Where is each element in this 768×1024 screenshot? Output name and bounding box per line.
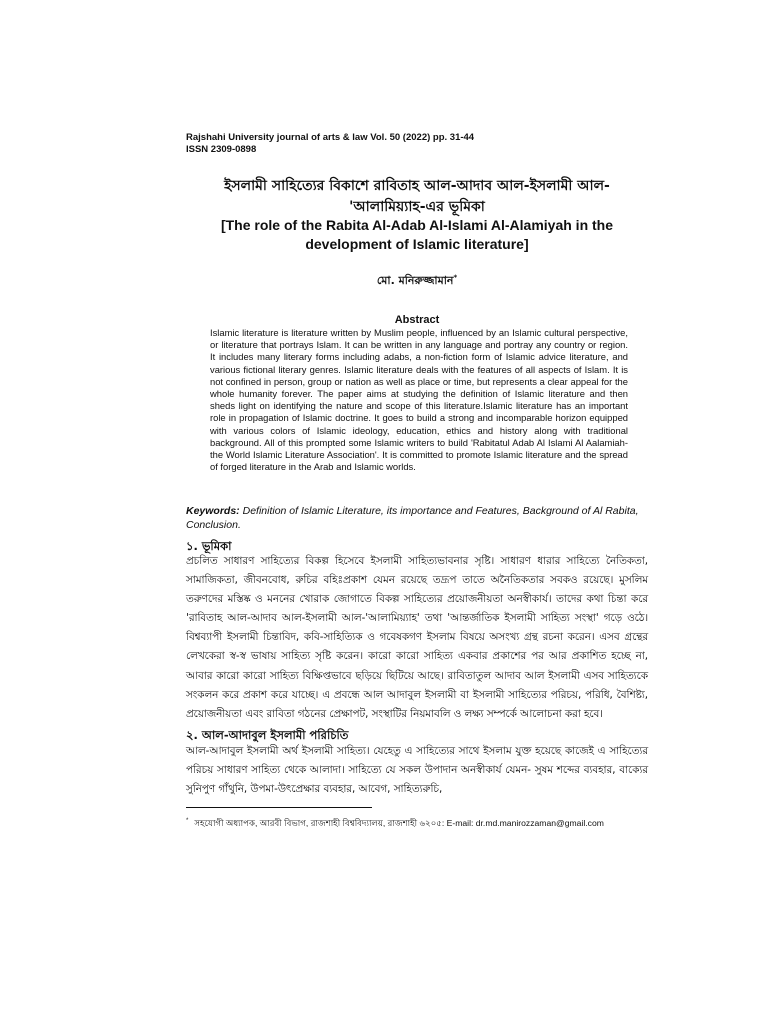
- keywords-label: Keywords:: [186, 505, 240, 517]
- keywords-text: Definition of Islamic Literature, its importance and Features, Background of Al Rabita, Conclusion.: [186, 505, 639, 531]
- footnote: [186, 815, 656, 829]
- footnote-mark: *: [186, 818, 189, 824]
- journal-issn: ISSN 2309-0898: [186, 144, 257, 155]
- abstract-heading: Abstract: [394, 314, 440, 326]
- section-2-heading: ২. আল-আদাবুল ইসলামী পরিচিতি: [186, 728, 349, 742]
- keywords: [186, 504, 648, 532]
- author-line: [186, 272, 648, 291]
- journal-header: [186, 132, 474, 156]
- journal-citation: Rajshahi University journal of arts & law Vol. 50 (2022) pp. 31-44: [186, 132, 475, 143]
- footnote-divider: [186, 807, 372, 808]
- section-2-paragraph: আল-আদাবুল ইসলামী অর্থ ইসলামী সাহিত্য। যেহেতু এ সাহিত্যের সাথে ইসলাম যুক্ত হয়েছে কাজেই এ সাহিত্যের পরিচয় সাধারণ সাহিত্য থেকে আলাদা। সাহিত্যে যে সকল উপাদান অনস্বীকার্য যেমন- সুষম শব্দের ব্যবহার, বাক্যের সুনিপুণ গাঁথুনি, উপমা-উৎপ্রেক্ষার ব্যবহার, আবেগ, সাহিত্যরুচি,: [186, 745, 648, 796]
- section-1-paragraph: প্রচলিত সাধারণ সাহিত্যের বিকল্প হিসেবে ইসলামী সাহিত্যভাবনার সৃষ্টি। সাধারণ ধারার সাহিত্যে নৈতিকতা, সামাজিকতা, জীবনবোধ, রুচির বহিঃপ্রকাশ যেমন রয়েছে তদ্রূপ তাতে অনৈতিকতার সবকও রয়েছে। মুসলিম তরুণদের মস্তিষ্ক ও মননের খোরাক জোগাতে বিকল্প সাহিত্যের প্রয়োজনীয়তা অনস্বীকার্য। তাদের কথা চিন্তা করে 'রাবিতাহ আল-আদাব আল-ইসলামী আল-'আলামিয়্যাহ' তথা 'আন্তর্জাতিক ইসলামী সাহিত্য সংস্থা' গড়ে ওঠে। বিশ্বব্যাপী ইসলামী চিন্তাবিদ, কবি-সাহিত্যিক ও গবেষকগণ ইসলাম বিষয়ে অসংখ্য গ্রন্থ রচনা করেন। এসব গ্রন্থের লেখকেরা স্ব-স্ব ভাষায় সাহিত্য সৃষ্টি করেন। কারো কারো সাহিত্য একবার প্রকাশের পর আর প্রকাশিত হচ্ছে না, আবার কারো কারো সাহিত্য বিক্ষিপ্তভাবে ছড়িয়ে ছিটিয়ে আছে। রাবিতাতুল আদাব আল ইসলামী এসব সাহিত্যকে সংকলন করে প্রকাশ করে যাচ্ছে। এ প্রবন্ধে আল আদাবুল ইসলামী বা ইসলামী সাহিত্যের পরিচয়, পরিধি, বৈশিষ্ট্য, প্রয়োজনীয়তা এবং রাবিতা গঠনের প্রেক্ষাপট, সংস্থাটির নিয়মাবলি ও লক্ষ্য সম্পর্কে আলোচনা করা হবে।: [186, 555, 648, 720]
- abstract-text: Islamic literature is literature written by Muslim people, influenced by an Islamic cultural perspective, or literature that portrays Islam. It can be written in any language and portray any country or region. It includes many literary forms including adabs, a non-fiction form of Islamic advice literature, and various fictional literary genres. Islamic literature deals with the features of all aspects of Islam. It is not confined in person, group or nation as well as place or time, but represents a clear appeal for the whole humanity forever. The paper aims at studying the definition of Islamic literature and then sheds light on identifying the nature and scope of this literature.Islamic literature has an important role in propagation of Islamic doctrine. It goes to build a strong and incomparable horizon equipped with various colors of Islamic ideology, education, ethics and history along with traditional background. All of this prompted some Islamic writers to build 'Rabitatul Adab Al Islami Al Aalamiah- the World Islamic Literature Association'. It is committed to promote Islamic literature and the spread of forged literature in the Arab and Islamic worlds.: [210, 327, 628, 473]
- section-1-heading: ১. ভূমিকা: [186, 539, 232, 553]
- footnote-text: সহযোগী অধ্যাপক, আরবী বিভাগ, রাজশাহী বিশ্ববিদ্যালয়, রাজশাহী ৬২০৫: E-mail: dr.md.manirozzaman@gmail.com: [194, 817, 604, 828]
- title-english: [The role of the Rabita Al-Adab Al-Islami Al-Alamiyah in the development of Islamic literature]: [220, 217, 614, 252]
- author-footnote-mark: *: [453, 273, 458, 282]
- title-bengali: ইসলামী সাহিত্যের বিকাশে রাবিতাহ আল-আদাব আল-ইসলামী আল-'আলামিয়্যাহ-এর ভূমিকা: [224, 178, 610, 215]
- author-name: মো. মনিরুজ্জামান: [376, 274, 454, 287]
